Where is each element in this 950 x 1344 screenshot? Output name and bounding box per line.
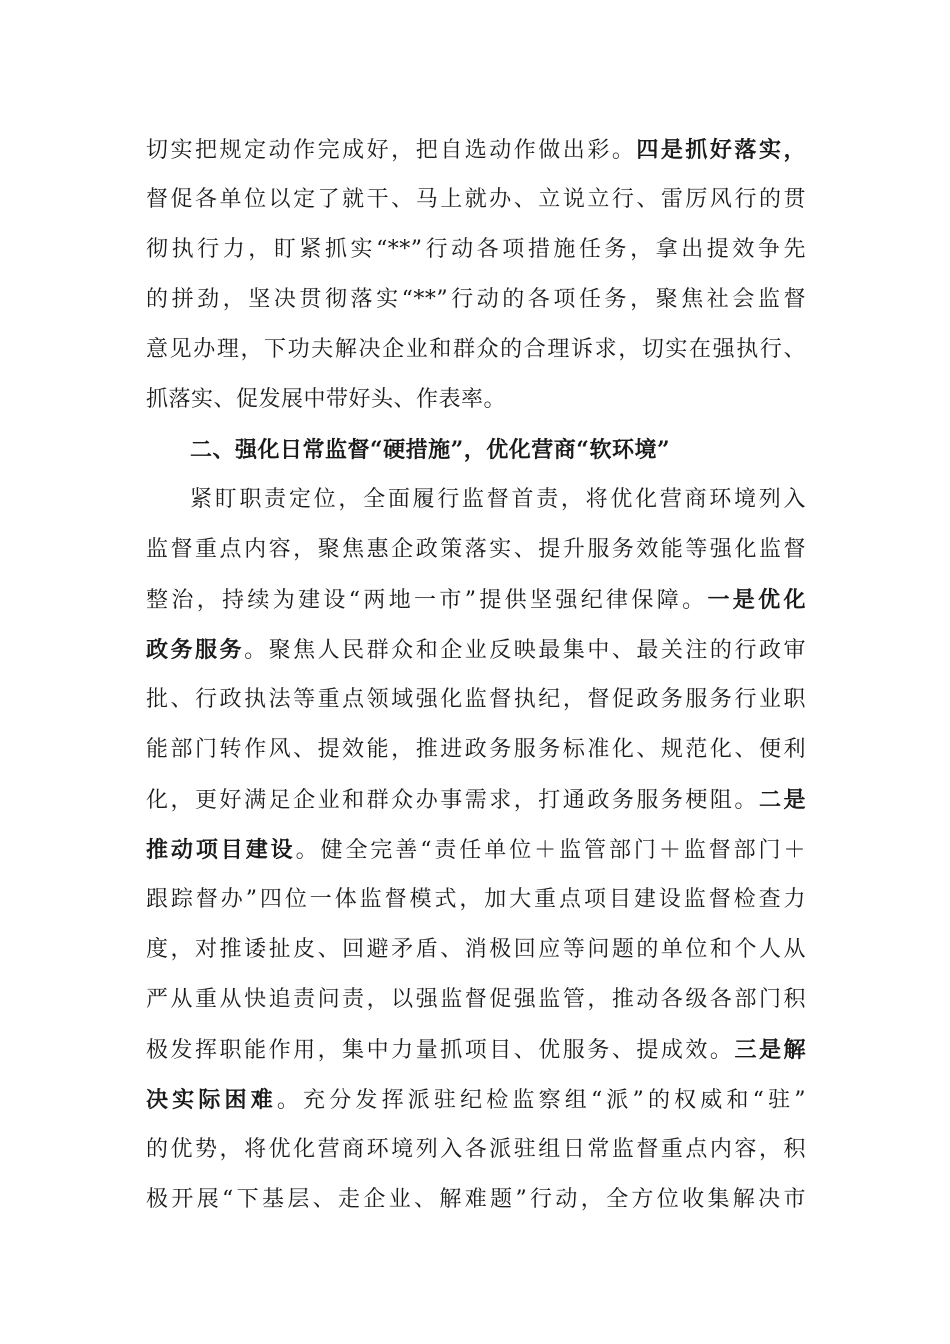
paragraph-line [146, 525, 806, 575]
paragraph-line [146, 1175, 806, 1225]
paragraph-line [146, 1075, 806, 1125]
bold-text-run: 四是抓好落实 [636, 137, 784, 163]
paragraph-line [146, 825, 806, 875]
text-run: 极发挥职能作用，集中力量抓项目、优服务、提成效。 [146, 1038, 735, 1063]
text-run: 。健全完善“责任单位＋监管部门＋监督部门＋ [295, 838, 806, 863]
paragraph-line [146, 675, 806, 725]
bold-text-run: 二是 [758, 787, 806, 813]
paragraph-line [146, 925, 806, 975]
text-run: 化，更好满足企业和群众办事需求，打通政务服务梗阻。 [146, 788, 759, 813]
paragraph-line [146, 975, 806, 1025]
text-run: 能部门转作风、提效能，推进政务服务标准化、规范化、便利 [146, 737, 806, 762]
paragraph-line [146, 575, 806, 625]
text-run: 跟踪督办”四位一体监督模式，加大重点项目建设监督检查力 [146, 887, 806, 912]
paragraph-line [146, 1025, 806, 1075]
text-run: 意见办理，下功夫解决企业和群众的合理诉求，切实在强执行、 [146, 337, 806, 362]
paragraph-line [146, 775, 806, 825]
text-run: 度，对推诿扯皮、回避矛盾、消极回应等问题的单位和个人从 [146, 937, 806, 962]
paragraph-line [190, 475, 806, 525]
paragraph-line [146, 125, 806, 175]
text-run: 紧盯职责定位，全面履行监督首责，将优化营商环境列入 [190, 487, 806, 512]
text-run: 。充分发挥派驻纪检监察组“派”的权威和“驻” [276, 1088, 806, 1113]
text-run: 的拼劲，坚决贯彻落实“**”行动的各项任务，聚焦社会监督 [146, 287, 806, 312]
paragraph-line [146, 275, 806, 325]
bold-text-run: 三是解 [734, 1037, 806, 1063]
text-run: 切实把规定动作完成好，把自选动作做出彩。 [146, 138, 637, 163]
bold-text-run: 政务服务 [146, 637, 245, 663]
text-run: 整治，持续为建设“两地一市”提供坚强纪律保障。 [146, 588, 708, 613]
paragraph-line [146, 375, 806, 425]
text-run: 督促各单位以定了就干、马上就办、立说立行、雷厉风行的贯 [146, 187, 806, 212]
text-run: 的优势，将优化营商环境列入各派驻组日常监督重点内容，积 [146, 1137, 806, 1162]
paragraph-line [146, 225, 806, 275]
text-run: 抓落实、促发展中带好头、作表率。 [146, 387, 507, 412]
bold-text-run: 推动项目建设 [146, 837, 296, 863]
paragraph-line [146, 1125, 806, 1175]
paragraph-line [146, 875, 806, 925]
text-run: ， [783, 137, 806, 163]
paragraph-line [146, 625, 806, 675]
paragraph-line [146, 325, 806, 375]
text-run: 极开展“下基层、走企业、解难题”行动，全方位收集解决市 [146, 1187, 806, 1212]
section-heading [190, 425, 806, 475]
paragraph-line [146, 175, 806, 225]
text-run: 监督重点内容，聚焦惠企政策落实、提升服务效能等强化监督 [146, 537, 806, 562]
bold-text-run: 决实际困难 [146, 1087, 277, 1113]
heading-text: 二、强化日常监督“硬措施”，优化营商“软环境” [190, 437, 671, 463]
paragraph-line [146, 725, 806, 775]
text-run: 。聚焦人民群众和企业反映最集中、最关注的行政审 [244, 638, 806, 663]
bold-text-run: 一是优化 [707, 587, 806, 613]
text-run: 严从重从快追责问责，以强监督促强监管，推动各级各部门积 [146, 987, 806, 1012]
text-run: 彻执行力，盯紧抓实“**”行动各项措施任务，拿出提效争先 [146, 237, 806, 262]
text-run: 批、行政执法等重点领域强化监督执纪，督促政务服务行业职 [146, 687, 806, 712]
